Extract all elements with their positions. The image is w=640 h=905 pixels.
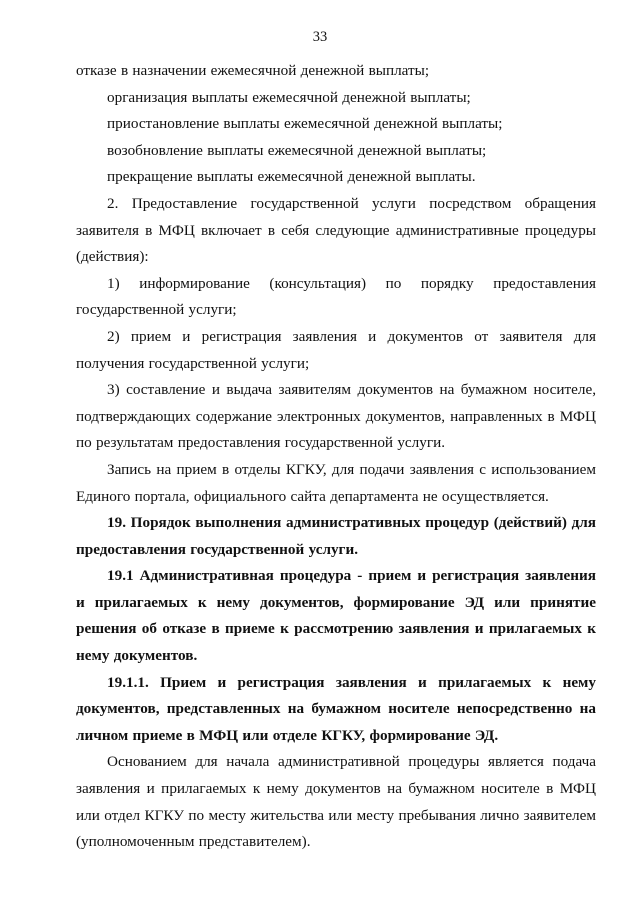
subsection-heading-19-1-1: 19.1.1. Прием и регистрация заявления и прилагаемых к нему документов, представленных на бумажном носителе непосредственно на личном приеме в МФЦ или отделе КГКУ, формирование ЭД. [76,673,596,744]
list-item-payment-suspension: приостановление выплаты ежемесячной денежной выплаты; [107,115,503,133]
section-heading-19: 19. Порядок выполнения административных процедур (действий) для предоставления государственной услуги. [76,514,596,558]
list-item-informing: 1) информирование (консультация) по порядку предоставления государственной услуги; [76,274,596,319]
list-item-paper-documents: 3) составление и выдача заявителям документов на бумажном носителе, подтверждающих содержание электронных документов, направленных в МФЦ по результатам предоставления государственной услуги. [76,381,596,452]
paragraph-appointment-note: Запись на прием в отделы КГКУ, для подачи заявления с использованием Единого портала, официального сайта департамента не осуществляется. [76,460,596,505]
document-body [76,58,596,856]
list-item-reception-registration: 2) прием и регистрация заявления и документов от заявителя для получения государственной услуги; [76,327,596,372]
paragraph-procedure-basis: Основанием для начала административной процедуры является подача заявления и прилагаемых к нему документов на бумажном носителе в МФЦ или отдел КГКУ по месту жительства или месту пребывания лично заявителем (уполномоченным представителем). [76,753,596,851]
page-number: 33 [312,29,328,45]
list-item-payment-organization: организация выплаты ежемесячной денежной выплаты; [107,88,471,106]
paragraph-refusal-continuation: отказе в назначении ежемесячной денежной выплаты; [76,62,430,79]
subsection-heading-19-1: 19.1 Административная процедура - прием и регистрация заявления и прилагаемых к нему документов, формирование ЭД или принятие решения об отказе в приеме к рассмотрению заявления и прилагаемых к нему документов. [76,567,596,665]
list-item-payment-resumption: возобновление выплаты ежемесячной денежной выплаты; [107,141,487,159]
paragraph-mfc-procedures: 2. Предоставление государственной услуги посредством обращения заявителя в МФЦ включает в себя следующие административные процедуры (действия): [76,194,596,266]
list-item-payment-termination: прекращение выплаты ежемесячной денежной выплаты. [107,168,476,186]
